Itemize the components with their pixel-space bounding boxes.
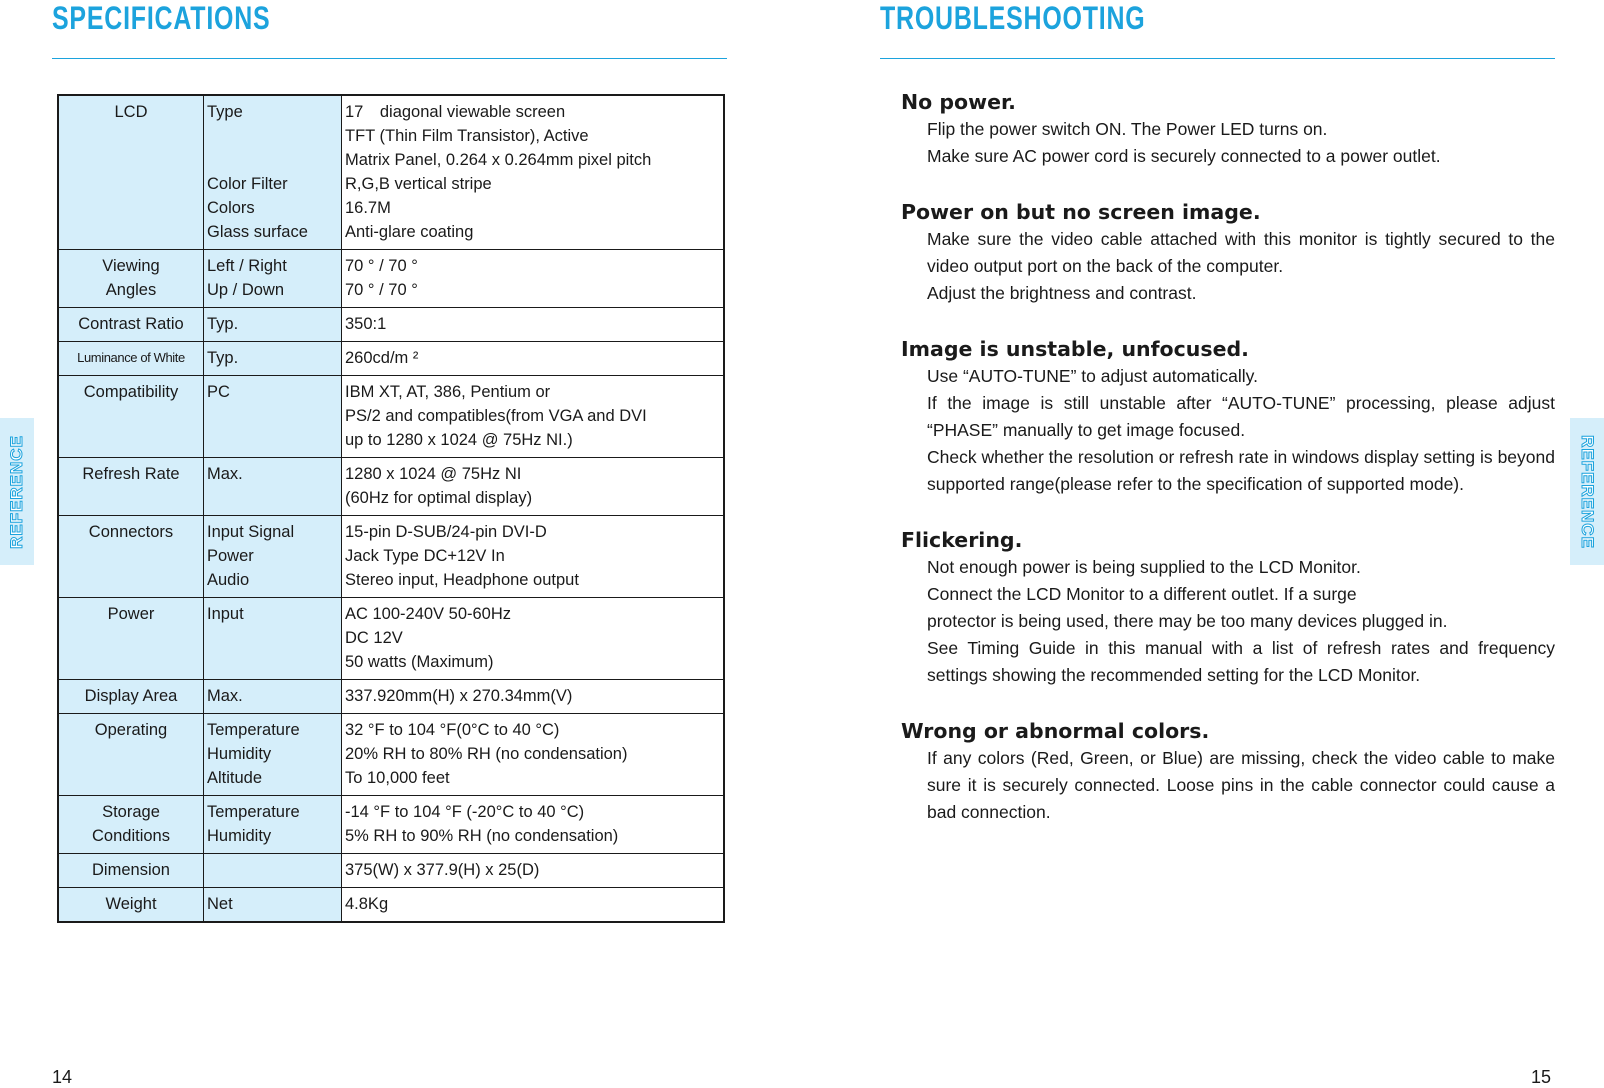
- spec-key-cell: [204, 516, 342, 598]
- trouble-heading: Image is unstable, unfocused.: [901, 337, 1249, 361]
- spec-value: 4.8Kg: [345, 895, 389, 913]
- spec-value: IBM XT, AT, 386, Pentium or: [345, 383, 551, 401]
- reference-tab-right: [1570, 418, 1604, 565]
- spec-value: Stereo input, Headphone output: [345, 571, 579, 589]
- trouble-body: [927, 116, 1555, 170]
- spec-row: [58, 95, 724, 250]
- spec-row: [58, 854, 724, 888]
- spec-key-cell: [204, 680, 342, 714]
- spec-key: Typ.: [207, 315, 239, 333]
- trouble-heading: Flickering.: [901, 528, 1023, 552]
- spec-value-cell: [342, 680, 725, 714]
- spec-key: Type: [207, 103, 243, 121]
- spec-label-cell: [58, 854, 204, 888]
- spec-key: [207, 858, 338, 882]
- spec-value-cell: [342, 854, 725, 888]
- spec-label-cell: [58, 888, 204, 923]
- trouble-line: See Timing Guide in this manual with a list of refresh rates and frequency settings showing the recommended setting for the LCD Monitor.: [927, 638, 1555, 685]
- spec-value-cell: [342, 95, 725, 250]
- spec-label: Viewing: [102, 257, 160, 275]
- spec-value: 16.7M: [345, 199, 391, 217]
- spec-label: Contrast Ratio: [78, 315, 184, 333]
- spec-label: Luminance of White: [77, 350, 185, 365]
- spec-label: Dimension: [92, 861, 170, 879]
- title-rule: [880, 58, 1555, 59]
- spec-label-cell: [58, 376, 204, 458]
- spec-key-cell: [204, 888, 342, 923]
- trouble-heading: Wrong or abnormal colors.: [901, 719, 1210, 743]
- trouble-line: Not enough power is being supplied to the LCD Monitor.: [927, 557, 1361, 577]
- spec-value-cell: [342, 888, 725, 923]
- spec-key: Left / Right: [207, 257, 287, 275]
- trouble-item: [901, 198, 1555, 307]
- spec-label-cell: [58, 95, 204, 250]
- trouble-line: Adjust the brightness and contrast.: [927, 283, 1197, 303]
- spec-row: [58, 376, 724, 458]
- spec-row: [58, 680, 724, 714]
- trouble-line: Check whether the resolution or refresh rate in windows display setting is beyond supported range(please refer to the specification of supported mode).: [927, 447, 1555, 494]
- spec-key: Altitude: [207, 769, 263, 787]
- spec-value: Anti-glare coating: [345, 223, 474, 241]
- spec-value: Matrix Panel, 0.264 x 0.264mm pixel pitch: [345, 151, 652, 169]
- spec-key: Color Filter: [207, 175, 288, 193]
- spec-key: Colors: [207, 199, 255, 217]
- spec-label: Display Area: [84, 687, 178, 705]
- page-number-right: 15: [1531, 1067, 1552, 1087]
- spec-key-cell: [204, 342, 342, 376]
- spec-key: Humidity: [207, 745, 272, 763]
- spec-value: 5% RH to 90% RH (no condensation): [345, 827, 619, 845]
- trouble-line: Use “AUTO-TUNE” to adjust automatically.: [927, 366, 1258, 386]
- trouble-line: Connect the LCD Monitor to a different outlet. If a surge: [927, 584, 1357, 604]
- trouble-body: [927, 554, 1555, 689]
- specifications-title: SPECIFICATIONS: [52, 0, 271, 36]
- spec-key: Typ.: [207, 349, 239, 367]
- page-number-left: 14: [52, 1067, 73, 1087]
- spec-label-cell: [58, 250, 204, 308]
- spec-value: 50 watts (Maximum): [345, 653, 494, 671]
- spec-row: [58, 458, 724, 516]
- spec-value-cell: [342, 796, 725, 854]
- spec-key: Audio: [207, 571, 250, 589]
- reference-tab-left: [0, 418, 34, 565]
- spec-value: PS/2 and compatibles(from VGA and DVI: [345, 407, 647, 425]
- spec-row: [58, 250, 724, 308]
- trouble-item: [901, 335, 1555, 498]
- spec-label: Storage: [102, 803, 160, 821]
- spec-value: 375(W) x 377.9(H) x 25(D): [345, 861, 540, 879]
- trouble-body: [927, 363, 1555, 498]
- spec-key: Net: [207, 895, 233, 913]
- spec-value: DC 12V: [345, 629, 403, 647]
- spec-key: Input Signal: [207, 523, 295, 541]
- spec-value-cell: [342, 342, 725, 376]
- spec-label-cell: [58, 714, 204, 796]
- spec-key-cell: [204, 854, 342, 888]
- trouble-line: If any colors (Red, Green, or Blue) are missing, check the video cable to make sure it is securely connected. Loose pins in the cable connector could cause a bad connection.: [927, 748, 1555, 822]
- spec-key: PC: [207, 383, 230, 401]
- trouble-body: [927, 745, 1555, 826]
- troubleshooting-list: [901, 88, 1555, 854]
- trouble-line: Make sure AC power cord is securely connected to a power outlet.: [927, 146, 1441, 166]
- spec-label: Conditions: [92, 827, 170, 845]
- spec-label: Power: [107, 605, 155, 623]
- title-rule: [52, 58, 727, 59]
- trouble-item: [901, 526, 1555, 689]
- spec-key-cell: [204, 458, 342, 516]
- spec-key-cell: [204, 95, 342, 250]
- spec-label-cell: [58, 308, 204, 342]
- spec-key: Up / Down: [207, 281, 285, 299]
- spec-label-cell: [58, 680, 204, 714]
- spec-label: Refresh Rate: [82, 465, 180, 483]
- spec-value: To 10,000 feet: [345, 769, 450, 787]
- trouble-line: protector is being used, there may be too many devices plugged in.: [927, 611, 1448, 631]
- spec-value-cell: [342, 598, 725, 680]
- spec-row: [58, 888, 724, 923]
- spec-row: [58, 516, 724, 598]
- spec-key: [207, 124, 338, 148]
- spec-value-cell: [342, 714, 725, 796]
- spec-key: Humidity: [207, 827, 272, 845]
- spec-value: 20% RH to 80% RH (no condensation): [345, 745, 628, 763]
- trouble-line: Flip the power switch ON. The Power LED turns on.: [927, 119, 1328, 139]
- spec-value: 260cd/m ²: [345, 349, 419, 367]
- spec-value: 15-pin D-SUB/24-pin DVI-D: [345, 523, 547, 541]
- spec-value: 70 ° / 70 °: [345, 257, 418, 275]
- spec-key-cell: [204, 308, 342, 342]
- spec-label-cell: [58, 516, 204, 598]
- trouble-item: [901, 88, 1555, 170]
- trouble-heading: No power.: [901, 90, 1016, 114]
- spec-value: 32 °F to 104 °F(0°C to 40 °C): [345, 721, 560, 739]
- spec-row: [58, 598, 724, 680]
- spec-key: Power: [207, 547, 254, 565]
- spec-value: 337.920mm(H) x 270.34mm(V): [345, 687, 573, 705]
- spec-key-cell: [204, 796, 342, 854]
- trouble-line: Make sure the video cable attached with this monitor is tightly secured to the video output port on the back of the computer.: [927, 229, 1555, 276]
- spec-value: 17 diagonal viewable screen: [345, 103, 566, 121]
- spec-label: Angles: [105, 281, 157, 299]
- spec-value: Jack Type DC+12V In: [345, 547, 505, 565]
- spec-label: Weight: [105, 895, 157, 913]
- spec-key: Input: [207, 605, 244, 623]
- spec-value: 70 ° / 70 °: [345, 281, 418, 299]
- spec-key-cell: [204, 250, 342, 308]
- spec-label: Compatibility: [83, 383, 179, 401]
- spec-value-cell: [342, 516, 725, 598]
- spec-value: 350:1: [345, 315, 387, 333]
- trouble-body: [927, 226, 1555, 307]
- trouble-heading: Power on but no screen image.: [901, 200, 1261, 224]
- spec-label-cell: [58, 458, 204, 516]
- spec-value: R,G,B vertical stripe: [345, 175, 492, 193]
- troubleshooting-title: TROUBLESHOOTING: [880, 0, 1146, 36]
- spec-value: up to 1280 x 1024 @ 75Hz NI.): [345, 431, 573, 449]
- spec-value-cell: [342, 376, 725, 458]
- spec-row: [58, 342, 724, 376]
- spec-key: Temperature: [207, 721, 300, 739]
- spec-key: [207, 148, 338, 172]
- specifications-table: [57, 94, 725, 923]
- spec-value-cell: [342, 308, 725, 342]
- spec-row: [58, 308, 724, 342]
- spec-value: -14 °F to 104 °F (-20°C to 40 °C): [345, 803, 585, 821]
- spec-row: [58, 714, 724, 796]
- spec-key: Max.: [207, 687, 243, 705]
- spec-label-cell: [58, 598, 204, 680]
- spec-key: Glass surface: [207, 223, 308, 241]
- spec-label: Connectors: [88, 523, 174, 541]
- spec-label-cell: [58, 342, 204, 376]
- spec-key-cell: [204, 376, 342, 458]
- spec-value: (60Hz for optimal display): [345, 489, 533, 507]
- spec-key-cell: [204, 714, 342, 796]
- spec-label: LCD: [114, 103, 148, 121]
- spec-key: Temperature: [207, 803, 300, 821]
- spec-key-cell: [204, 598, 342, 680]
- spec-row: [58, 796, 724, 854]
- spec-label-cell: [58, 796, 204, 854]
- trouble-line: If the image is still unstable after “AUTO-TUNE” processing, please adjust “PHASE” manually to get image focused.: [927, 393, 1555, 440]
- spec-value: TFT (Thin Film Transistor), Active: [345, 127, 589, 145]
- spec-value: AC 100-240V 50-60Hz: [345, 605, 512, 623]
- spec-key: Max.: [207, 465, 243, 483]
- spec-value-cell: [342, 250, 725, 308]
- spec-label: Operating: [94, 721, 168, 739]
- spec-value-cell: [342, 458, 725, 516]
- spec-value: 1280 x 1024 @ 75Hz NI: [345, 465, 522, 483]
- trouble-item: [901, 717, 1555, 826]
- reference-tab-label: REFERENCE: [7, 434, 26, 549]
- reference-tab-label: REFERENCE: [1578, 434, 1597, 549]
